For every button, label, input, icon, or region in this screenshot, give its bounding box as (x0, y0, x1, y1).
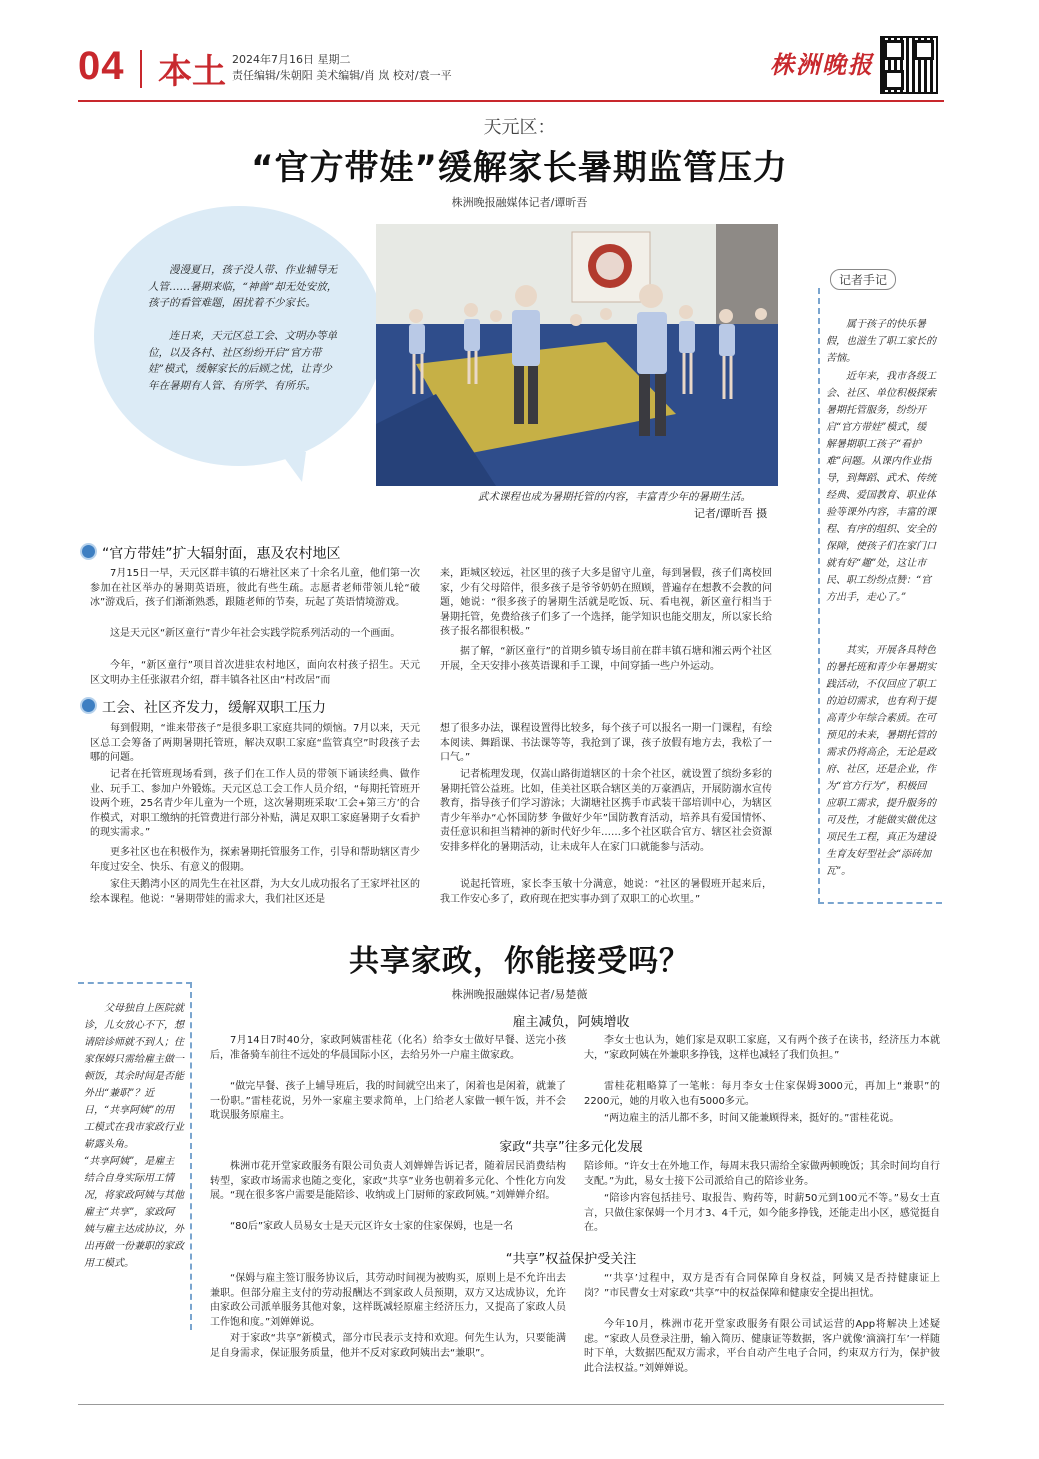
body-paragraph: “80后”家政人员易女士是天元区许女士家的住家保姆，也是一名 (230, 1221, 514, 1232)
subheading-1 (80, 543, 341, 563)
bullet-icon (80, 543, 97, 560)
body-paragraph: 7月15日一早，天元区群丰镇的石塘社区来了十余名儿童，他们第一次参加在社区举办的暑期英语班，彼此有些生疏。志愿者老师带领儿轮“破冰”游戏后，孩子们渐渐熟悉，跟随老师的节奏，玩起了英语情境游戏。 (90, 568, 420, 609)
header-rule (78, 100, 944, 102)
body-paragraph: 更多社区也在积极作为，探索暑期托管服务工作，引导和帮助辖区青少年度过安全、快乐、有意义的假期。 (90, 847, 420, 873)
body-paragraph: 据了解，“新区童行”的首期乡镇专场目前在群丰镇石塘和湘云两个社区开展，全天安排小孩英语课和手工课，中间穿插一些户外运动。 (440, 646, 772, 672)
sidebox-text: 父母独自上医院就诊，儿女放心不下，想请陪诊师就不到人；住家保姆只需给雇主做一顿饭，其余时间是否能外出“兼职”？近日，“共享阿姨”的用工模式在我市家政行业崭露头角。 “共享阿姨”，是雇主结合自身实际用工情况，将家政阿姨与其他雇主“共享”，家政阿姨与雇主达成协议，外出再做一份兼职的家政用工模式。 (84, 1003, 184, 1269)
article1-byline: 株洲晚报融媒体记者/谭昕吾 (451, 196, 588, 209)
bullet-icon (80, 697, 97, 714)
article2-byline: 株洲晚报融媒体记者/易楚薇 (451, 988, 588, 1001)
notes-paragraph: 其实，开展各具特色的暑托班和青少年暑期实践活动，不仅回应了职工的迫切需求，也有利于提高青少年综合素质。在可预见的未来，暑期托管的需求仍将高企，无论是政府、社区，还是企业，作为“官方行为”，积极回应职工需求，提升服务的可及性，才能做实做优这项民生工程，真正为建设生育友好型社会“添砖加瓦”。 (826, 645, 936, 877)
article2-subhead-2: 家政“共享”往多元化发展 (499, 1140, 643, 1155)
article1-kicker: 天元区： (483, 117, 556, 138)
photo-illustration (376, 224, 778, 486)
body-paragraph: “做完早餐、孩子上辅导班后，我的时间就空出来了，闲着也是闲着，就兼了一份职。”雷桂花说，另外一家雇主要求简单，上门给老人家做一顿午饭，并不会耽误服务原雇主。 (210, 1081, 566, 1122)
article2-subhead-3: “共享”权益保护受关注 (505, 1252, 637, 1267)
body-paragraph: 来，距城区较远，社区里的孩子大多是留守儿童，每到暑假，孩子们离校回家，少有父母陪伴，很多孩子是爷爷奶奶在照顾，普遍存在想教不会教的问题，她说：“很多孩子的暑期生活就是吃饭、玩、看电视，新区童行相当于暑期托管，免费给孩子们多了一个选择，能学知识也能交朋友，所以家长给孩子报名都很积极。” (440, 568, 772, 638)
body-paragraph: 想了很多办法，课程设置得比较多，每个孩子可以报名一期一门课程，有绘本阅读、舞蹈课、书法课等等，我抢到了课，孩子放假有地方去，我松了一口气。” (440, 723, 772, 764)
body-paragraph: 每到假期，“谁来带孩子”是很多职工家庭共同的烦恼。7月以来，天元区总工会筹备了两期暑期托管班，解决双职工家庭“监管真空”时段孩子去哪的问题。 (90, 723, 420, 764)
bottom-rule (78, 1404, 944, 1405)
body-paragraph: 家住天鹅湾小区的周先生在社区群，为大女儿成功报名了王家坪社区的绘本课程。他说：“暑期带娃的需求大，我们社区还是 (90, 879, 420, 905)
header-divider (140, 50, 142, 88)
subheading-text: 工会、社区齐发力，缓解双职工压力 (102, 700, 326, 716)
body-paragraph: “陪诊内容包括挂号、取报告、购药等，时薪50元到100元不等。”易女士直言，只做住家保姆一个月才3、4千元，如今能多挣钱，还能走出小区，感觉挺自在。 (584, 1193, 940, 1234)
body-paragraph: 李女士也认为，她们家是双职工家庭，又有两个孩子在读书，经济压力本就大，“家政阿姨在外兼职多挣钱，这样也减轻了我们负担。” (584, 1035, 940, 1061)
article2-subhead-1: 雇主减负，阿姨增收 (512, 1015, 630, 1030)
photo-credit: 记者/谭昕吾 摄 (694, 507, 768, 520)
martial-arts-photo (376, 224, 778, 486)
body-paragraph: 记者梳理发现，仅嵩山路街道辖区的十余个社区，就设置了缤纷多彩的暑期托管公益班。比如，佳美社区联合辖区美的万豪酒店，开展防溺水宣传教育，指导孩子们学习游泳；大湖塘社区携手市武装干部培训中心，为辖区青少年举办“心怀国防梦 争做好少年”国防教育活动，培养具有爱国情怀、责任意识和担当精神的新时代好少年……多个社区联合官方、辖区社会资源安排多样化的暑期活动，让未成年人在家门口就能参与活动。 (440, 769, 772, 853)
body-paragraph: 这是天元区“新区童行”青少年社会实践学院系列活动的一个画面。 (110, 628, 401, 639)
notes-paragraph: 属于孩子的快乐暑假，也滋生了职工家长的苦恼。 (826, 319, 936, 364)
subheading-text: “官方带娃”扩大辐射面，惠及农村地区 (102, 546, 341, 562)
subheading-2 (80, 697, 326, 717)
qr-code-icon (880, 36, 938, 94)
section-name: 本土 (158, 52, 226, 92)
article1-title: “官方带娃”缓解家长暑期监管压力 (251, 148, 788, 188)
notes-paragraph: 近年来，我市各级工会、社区、单位积极探索暑期托管服务，纷纷开启“官方带娃”模式，缓解暑期职工孩子“看护难”问题。从课内作业指导，到舞蹈、武术、传统经典、爱国教育、职业体验等课外内容，丰富的课程、有序的组织、安全的保障，使孩子们在家门口就有好“趣”处，这让市民、职工纷纷点赞：“官方出手，走心了。” (826, 371, 936, 603)
photo-caption: 武术课程也成为暑期托管的内容，丰富青少年的暑期生活。 (478, 491, 751, 503)
body-paragraph: 雷桂花粗略算了一笔帐：每月李女士住家保姆3000元，再加上“兼职”的2200元，她的月收入也有5000多元。 (584, 1081, 940, 1107)
body-paragraph: 7月14日7时40分，家政阿姨雷桂花（化名）给李女士做好早餐、送完小孩后，准备骑车前往不远处的华晨国际小区，去给另外一户雇主做家政。 (210, 1035, 566, 1061)
paper-logo: 株洲晚报 (770, 50, 874, 79)
body-paragraph: 今年10月，株洲市花开堂家政服务有限公司试运营的App将解决上述疑虑。“家政人员登录注册，输入简历、健康证等数据，客户就像‘滴滴打车’一样随时下单，大数据匹配双方需求，平台自动产生电子合同，约束双方行为，保护彼此合法权益。”刘婵婵说。 (584, 1319, 940, 1374)
intro-paragraph: 漫漫夏日，孩子没人带、作业辅导无人管……暑期来临，“神兽”却无处安放，孩子的看管难题，困扰着不少家长。 (148, 264, 338, 309)
article2-title: 共享家政，你能接受吗？ (349, 944, 690, 979)
date-line: 2024年7月16日 星期二 (232, 53, 351, 66)
body-paragraph: 记者在托管班现场看到，孩子们在工作人员的带领下诵读经典、做作业、玩手工、参加户外锻炼。天元区总工会工作人员介绍，“每期托管班开设两个班，25名青少年儿童为一个班，这次暑期班采取‘工会+第三方’的合作模式，对职工缴纳的托管费进行部分补贴，满足双职工家庭暑期子女看护的现实需求。” (90, 769, 420, 839)
intro-paragraph: 连日来，天元区总工会、文明办等单位，以及各村、社区纷纷开启“官方带娃”模式，缓解家长的后顾之忧，让青少年在暑期有人管、有所学、有所乐。 (148, 330, 337, 392)
body-paragraph: 今年，“新区童行”项目首次进驻农村地区，面向农村孩子招生。天元区文明办主任张淑君介绍，群丰镇各社区由“村改居”而 (90, 660, 420, 686)
page-number: 04 (78, 44, 125, 88)
body-paragraph: 株洲市花开堂家政服务有限公司负责人刘婵婵告诉记者，随着居民消费结构转型，家政市场需求也随之变化，家政“共享”业务也朝着多元化、个性化方向发展。“现在很多客户需要是能陪诊、收纳或上门厨师的家政阿姨。”刘婵婵介绍。 (210, 1161, 566, 1202)
body-paragraph: 陪诊师。“许女士在外地工作，每周末我只需给全家做两顿晚饭；其余时间均自行支配。”为此，易女士接下公司派给自己的陪诊业务。 (584, 1161, 940, 1187)
editors-line: 责任编辑/朱朝阳 美术编辑/肖 岚 校对/袁一平 (232, 69, 452, 82)
body-paragraph: “保姆与雇主签订服务协议后，其劳动时间视为被购买，原则上是不允许出去兼职。但部分雇主支付的劳动报酬达不到家政人员预期，双方又达成协议，允许由家政公司派单服务其他对象，这样既减轻原雇主经济压力，又提高了家政人员工作饱和度。”刘婵婵说。 (210, 1273, 566, 1328)
body-paragraph: 说起托管班，家长李玉敏十分满意，她说：“社区的暑假班开起来后，我工作安心多了，政府现在把实事办到了双职工的心坎里。” (440, 879, 772, 905)
body-paragraph: 对于家政“共享”新模式，部分市民表示支持和欢迎。何先生认为，只要能满足自身需求，保证服务质量，他并不反对家政阿姨出去“兼职”。 (210, 1333, 566, 1359)
body-paragraph: “‘共享’过程中，双方是否有合同保障自身权益，阿姨又是否持健康证上岗？”市民曹女士对家政“共享”中的权益保障和健康安全提出担忧。 (584, 1273, 940, 1299)
body-paragraph: “两边雇主的活儿都不多，时间又能兼顾得来，挺好的。”雷桂花说。 (604, 1113, 900, 1124)
intro-bubble-tail (280, 452, 306, 482)
reporter-notes-tag: 记者手记 (830, 269, 896, 290)
